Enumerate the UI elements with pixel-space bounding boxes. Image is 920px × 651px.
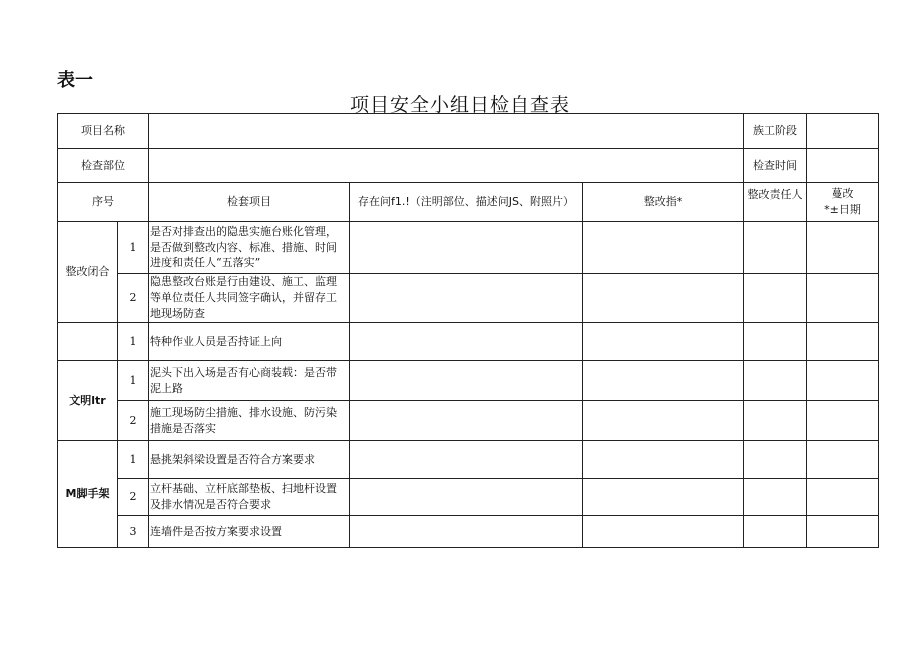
responsible-cell[interactable]	[744, 401, 807, 441]
issues-cell[interactable]	[350, 479, 583, 516]
deadline-cell[interactable]	[807, 274, 879, 323]
rectification-cell[interactable]	[583, 516, 744, 548]
inspection-area-label: 检查部位	[58, 149, 149, 183]
check-item-text: 是否对排查出的隐患实施台账化管理，是否做到整改内容、标准、措施、时间进度和责任人“五落实”	[149, 222, 350, 274]
sheet-label: 表一	[57, 70, 93, 91]
check-item-text: 泥头下出入场是否有心商装载：是否带泥上路	[149, 361, 350, 401]
responsible-cell[interactable]	[744, 323, 807, 361]
check-item-text: 施工现场防尘措施、排水设施、防污染措施是否落实	[149, 401, 350, 441]
issues-cell[interactable]	[350, 323, 583, 361]
header-issues: 存在问f1.!（注明部位、描述问JS、附照片）	[350, 183, 583, 222]
responsible-cell[interactable]	[744, 479, 807, 516]
deadline-cell[interactable]	[807, 516, 879, 548]
table-row	[58, 323, 879, 361]
responsible-cell[interactable]	[744, 222, 807, 274]
construction-stage-label: 族工阶段	[744, 114, 807, 149]
item-number: 2	[118, 401, 149, 441]
rectification-cell[interactable]	[583, 401, 744, 441]
issues-cell[interactable]	[350, 222, 583, 274]
rectification-cell[interactable]	[583, 441, 744, 479]
check-item-text: 连墙件是否按方案要求设置	[149, 516, 350, 548]
responsible-cell[interactable]	[744, 441, 807, 479]
issues-cell[interactable]	[350, 441, 583, 479]
table-row	[58, 516, 879, 548]
item-number: 1	[118, 222, 149, 274]
table-row	[58, 274, 879, 323]
page-title: 项目安全小组日检自查表	[349, 94, 570, 116]
info-row-project	[58, 114, 879, 149]
inspection-time-field[interactable]	[807, 149, 879, 183]
issues-cell[interactable]	[350, 361, 583, 401]
issues-cell[interactable]	[350, 401, 583, 441]
inspection-area-field[interactable]	[149, 149, 744, 183]
check-item-text: 悬挑架斜梁设置是否符合方案要求	[149, 441, 350, 479]
issues-cell[interactable]	[350, 274, 583, 323]
table-row	[58, 479, 879, 516]
category-label: 整改闭合	[58, 222, 118, 323]
deadline-cell[interactable]	[807, 361, 879, 401]
project-name-field[interactable]	[149, 114, 744, 149]
inspection-table	[57, 113, 879, 548]
construction-stage-field[interactable]	[807, 114, 879, 149]
project-name-label: 项目名称	[58, 114, 149, 149]
check-item-text: 立杆基础、立杆底部垫板、扫地杆设置及排水情况是否符合要求	[149, 479, 350, 516]
responsible-cell[interactable]	[744, 361, 807, 401]
deadline-cell[interactable]	[807, 323, 879, 361]
deadline-cell[interactable]	[807, 479, 879, 516]
item-number: 1	[118, 361, 149, 401]
category-label: 文明ltr	[58, 361, 118, 441]
header-seq: 序号	[58, 183, 149, 222]
table-row	[58, 441, 879, 479]
item-number: 1	[118, 323, 149, 361]
responsible-cell[interactable]	[744, 516, 807, 548]
category-label	[58, 323, 118, 361]
category-label: M脚手架	[58, 441, 118, 548]
table-row	[58, 222, 879, 274]
header-deadline-line2: *±日期	[824, 203, 861, 216]
item-number: 2	[118, 479, 149, 516]
item-number: 2	[118, 274, 149, 323]
inspection-time-label: 检查时间	[744, 149, 807, 183]
table-row	[58, 361, 879, 401]
header-deadline	[807, 183, 879, 222]
header-rectification: 整改指*	[583, 183, 744, 222]
item-number: 1	[118, 441, 149, 479]
rectification-cell[interactable]	[583, 323, 744, 361]
item-number: 3	[118, 516, 149, 548]
header-check-item: 检套项目	[149, 183, 350, 222]
deadline-cell[interactable]	[807, 401, 879, 441]
rectification-cell[interactable]	[583, 222, 744, 274]
header-deadline-line1: 蔓改	[831, 187, 854, 201]
header-row	[58, 183, 879, 222]
check-item-text: 特种作业人员是否持证上向	[149, 323, 350, 361]
info-row-inspection	[58, 149, 879, 183]
rectification-cell[interactable]	[583, 479, 744, 516]
issues-cell[interactable]	[350, 516, 583, 548]
header-responsible: 整改责任人	[744, 183, 807, 222]
check-item-text: 隐患整改台账是行由建设、施工、监理等单位责任人共同签字确认，并留存工地现场防查	[149, 274, 350, 323]
deadline-cell[interactable]	[807, 222, 879, 274]
rectification-cell[interactable]	[583, 274, 744, 323]
deadline-cell[interactable]	[807, 441, 879, 479]
rectification-cell[interactable]	[583, 361, 744, 401]
responsible-cell[interactable]	[744, 274, 807, 323]
table-row	[58, 401, 879, 441]
